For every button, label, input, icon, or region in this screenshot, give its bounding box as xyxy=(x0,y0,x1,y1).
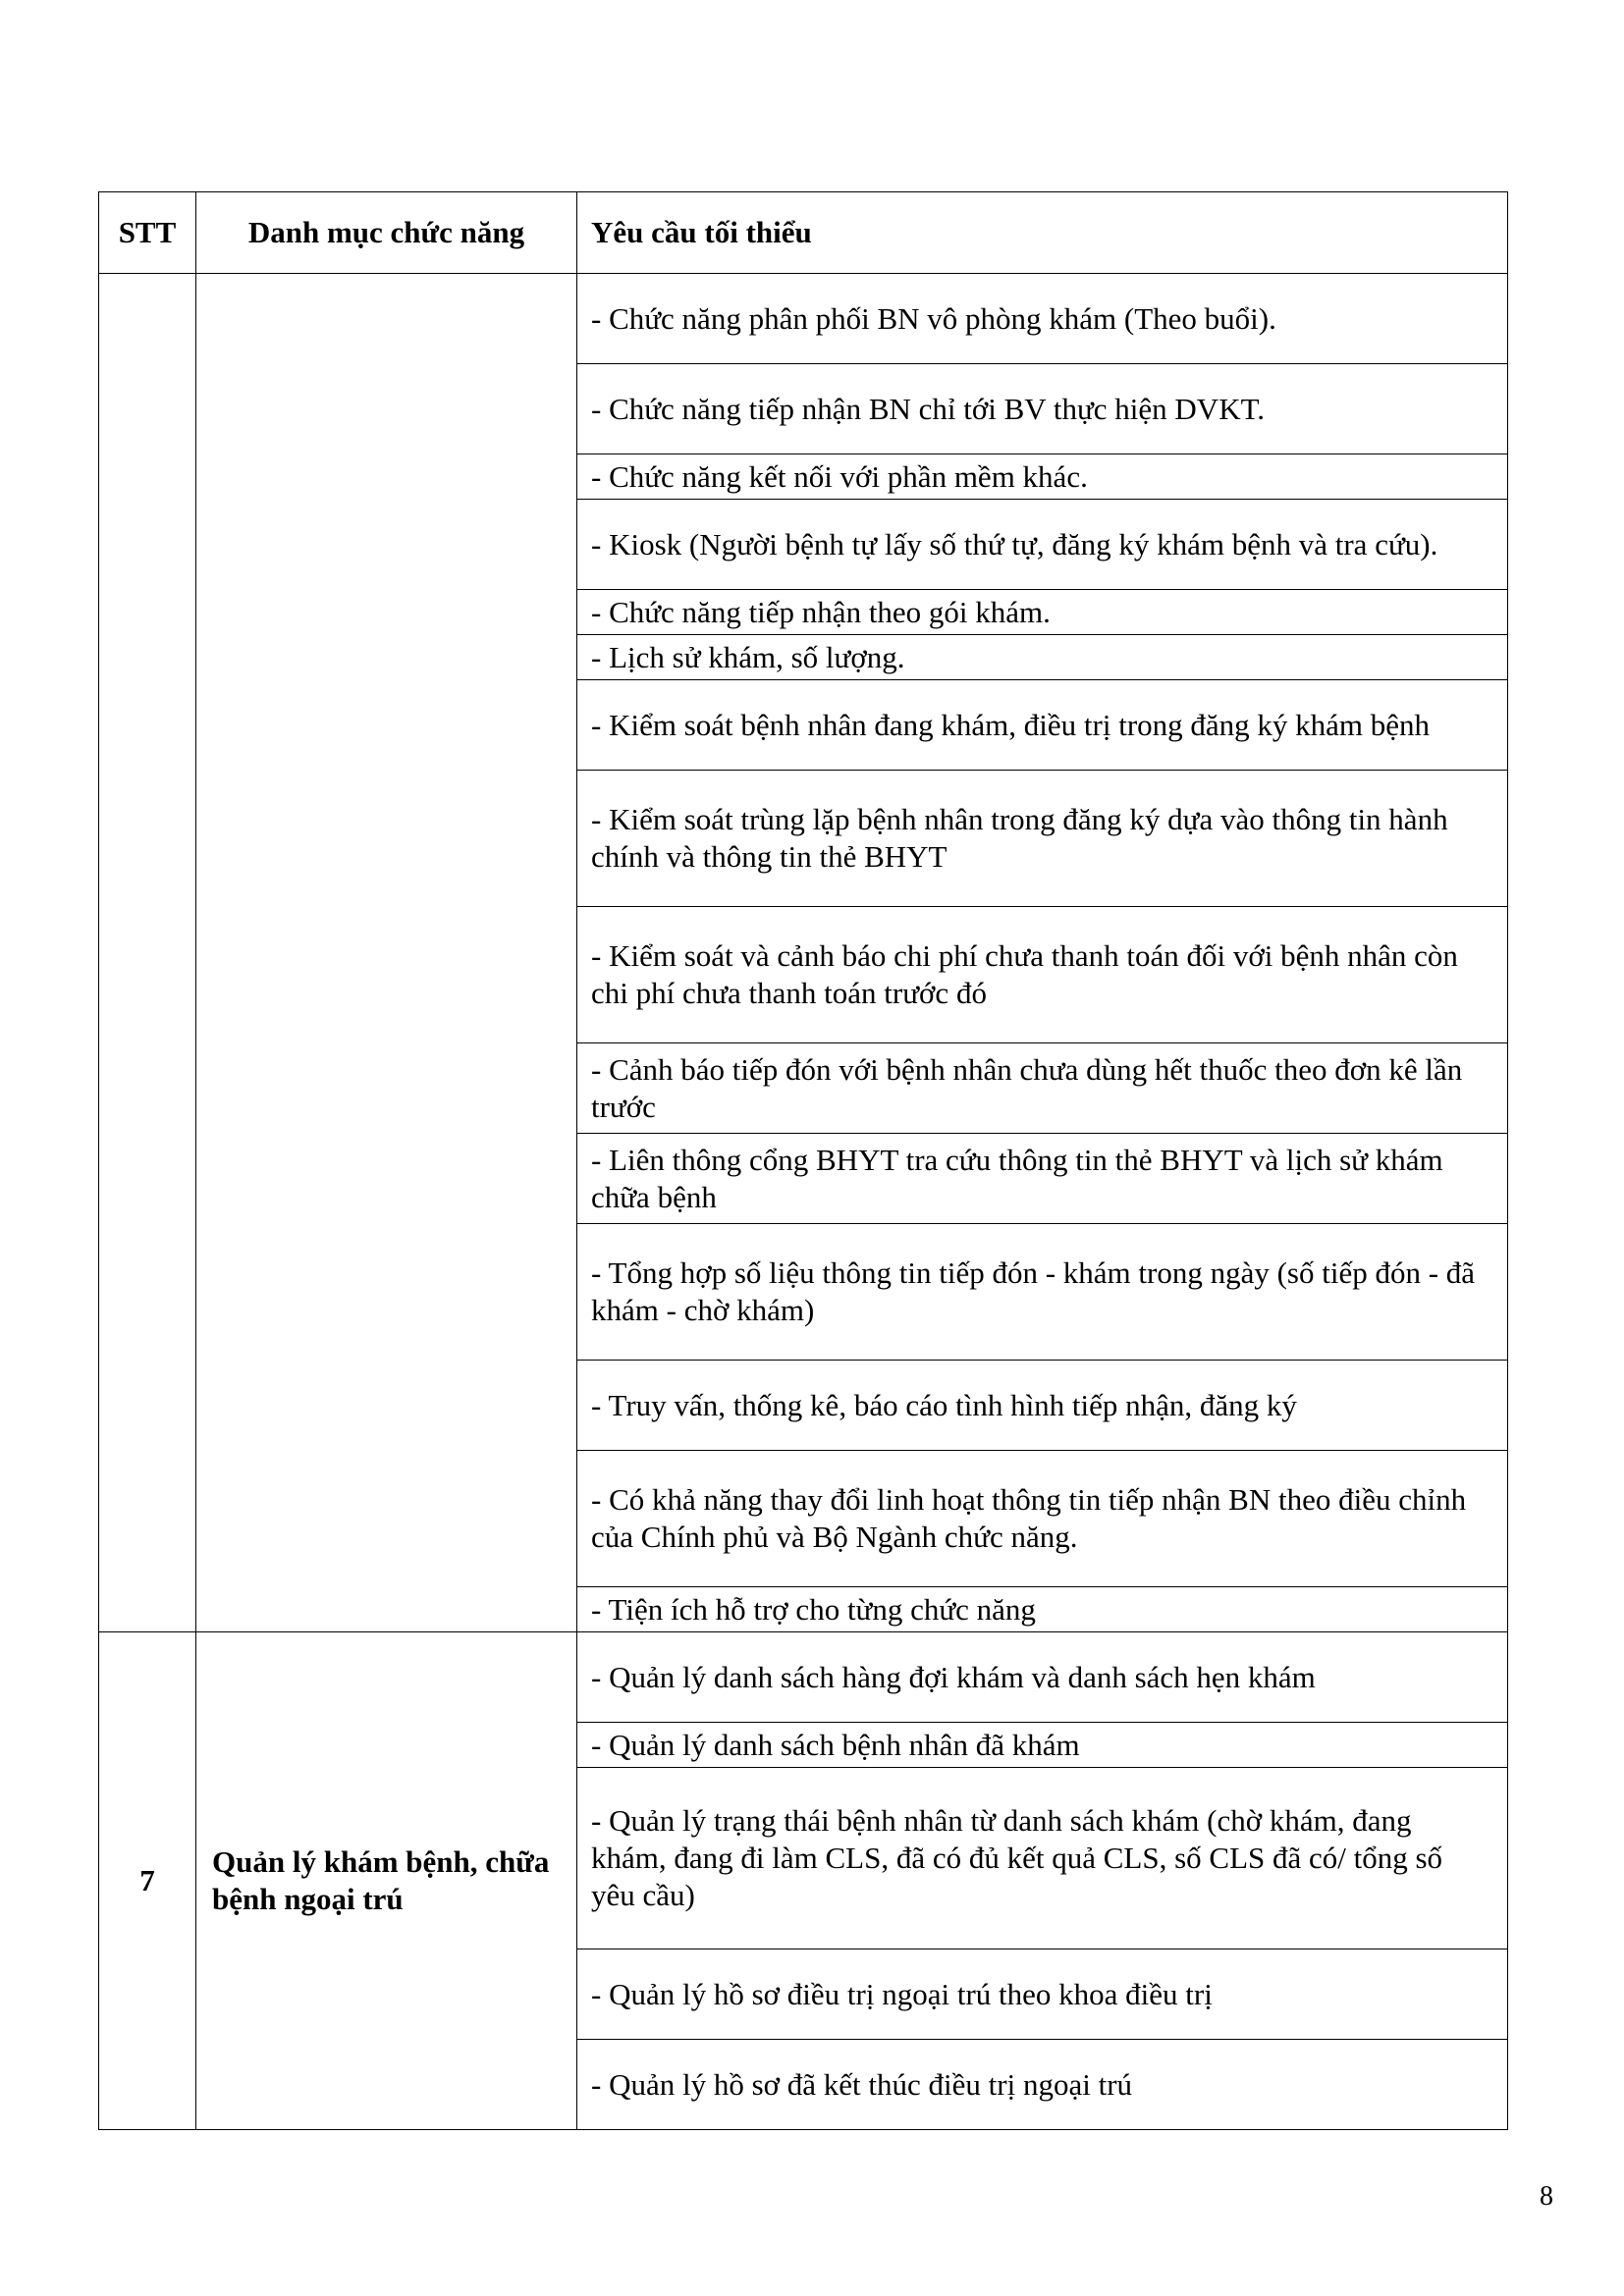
requirement-cell: - Chức năng tiếp nhận BN chỉ tới BV thực hiện DVKT. xyxy=(577,364,1508,454)
table-row xyxy=(99,1632,1508,1723)
stt-cell-continued xyxy=(99,274,196,1632)
requirement-cell: - Tổng hợp số liệu thông tin tiếp đón - khám trong ngày (số tiếp đón - đã khám - chờ khám) xyxy=(577,1224,1508,1361)
stt-cell: 7 xyxy=(99,1632,196,2130)
function-name-cell-continued xyxy=(196,274,577,1632)
requirement-cell: - Quản lý danh sách bệnh nhân đã khám xyxy=(577,1723,1508,1768)
requirement-cell: - Quản lý hồ sơ đã kết thúc điều trị ngoại trú xyxy=(577,2040,1508,2130)
requirement-cell: - Có khả năng thay đổi linh hoạt thông tin tiếp nhận BN theo điều chỉnh của Chính phủ và Bộ Ngành chức năng. xyxy=(577,1451,1508,1587)
requirement-cell: - Quản lý hồ sơ điều trị ngoại trú theo khoa điều trị xyxy=(577,1949,1508,2040)
requirement-cell: - Kiểm soát bệnh nhân đang khám, điều trị trong đăng ký khám bệnh xyxy=(577,680,1508,771)
requirement-cell: - Kiểm soát và cảnh báo chi phí chưa thanh toán đối với bệnh nhân còn chi phí chưa thanh toán trước đó xyxy=(577,907,1508,1043)
requirement-cell: - Kiểm soát trùng lặp bệnh nhân trong đăng ký dựa vào thông tin hành chính và thông tin thẻ BHYT xyxy=(577,771,1508,907)
table-header-row xyxy=(99,192,1508,274)
requirement-cell: - Truy vấn, thống kê, báo cáo tình hình tiếp nhận, đăng ký xyxy=(577,1361,1508,1451)
requirement-cell: - Chức năng tiếp nhận theo gói khám. xyxy=(577,590,1508,635)
header-minimum-requirements: Yêu cầu tối thiểu xyxy=(577,192,1508,274)
requirement-cell: - Chức năng phân phối BN vô phòng khám (Theo buổi). xyxy=(577,274,1508,364)
header-stt: STT xyxy=(99,192,196,274)
header-function-category: Danh mục chức năng xyxy=(196,192,577,274)
requirement-cell: - Kiosk (Người bệnh tự lấy số thứ tự, đăng ký khám bệnh và tra cứu). xyxy=(577,500,1508,590)
requirement-cell: - Liên thông cổng BHYT tra cứu thông tin thẻ BHYT và lịch sử khám chữa bệnh xyxy=(577,1134,1508,1224)
requirement-cell: - Tiện ích hỗ trợ cho từng chức năng xyxy=(577,1587,1508,1632)
requirements-table xyxy=(98,191,1508,2130)
requirement-cell: - Quản lý trạng thái bệnh nhân từ danh sách khám (chờ khám, đang khám, đang đi làm CLS, đã có đủ kết quả CLS, số CLS đã có/ tổng số yêu cầu) xyxy=(577,1768,1508,1949)
function-name-cell: Quản lý khám bệnh, chữa bệnh ngoại trú xyxy=(196,1632,577,2130)
requirement-cell: - Quản lý danh sách hàng đợi khám và danh sách hẹn khám xyxy=(577,1632,1508,1723)
requirement-cell: - Cảnh báo tiếp đón với bệnh nhân chưa dùng hết thuốc theo đơn kê lần trước xyxy=(577,1043,1508,1134)
page-number: 8 xyxy=(1540,2181,1553,2212)
table-row xyxy=(99,274,1508,364)
requirement-cell: - Chức năng kết nối với phần mềm khác. xyxy=(577,454,1508,500)
requirement-cell: - Lịch sử khám, số lượng. xyxy=(577,635,1508,680)
